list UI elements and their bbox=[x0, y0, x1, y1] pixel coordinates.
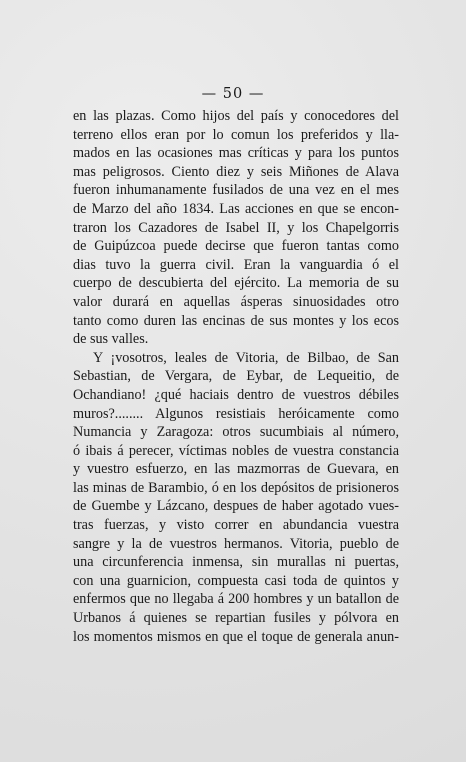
text-line: cuerpo de descubierta del ejército. La memoria de su bbox=[73, 275, 399, 292]
text-line: Y ¡vosotros, leales de Vitoria, de Bilbao, de San bbox=[93, 349, 399, 366]
text-line: enfermos que no llegaba á 200 hombres y un batallon de bbox=[73, 591, 399, 608]
paragraph-2 bbox=[73, 349, 399, 647]
text-line: Ochandiano! ¿qué haciais dentro de vuestros débiles bbox=[73, 386, 399, 403]
text-line: con una guarnicion, compuesta casi toda de quintos y bbox=[73, 572, 399, 589]
text-line: fueron inhumanamente fusilados de una vez en el mes bbox=[73, 182, 399, 199]
text-line: valor durará en aquellas ásperas sinuosidades otro bbox=[73, 293, 399, 310]
text-line: traron los Cazadores de Isabel II, y los Chapelgorris bbox=[73, 219, 399, 236]
text-line: tras fuerzas, y visto correr en abundancia vuestra bbox=[73, 517, 399, 534]
text-line: las minas de Barambio, ó en los depósitos de prisioneros bbox=[73, 479, 399, 496]
text-line: de Guipúzcoa puede decirse que fueron tantas como bbox=[73, 238, 399, 255]
paragraph-1 bbox=[73, 107, 399, 349]
body-text bbox=[73, 107, 399, 646]
text-line: mas peligrosos. Ciento diez y seis Miñones de Alava bbox=[73, 163, 399, 180]
text-line: ó ibais á perecer, víctimas nobles de vuestra constancia bbox=[73, 442, 399, 459]
text-line: dias tuvo la guerra civil. Eran la vanguardia ó el bbox=[73, 256, 399, 273]
text-line: mados en las ocasiones mas críticas y para los puntos bbox=[73, 145, 399, 162]
text-line: Sebastian, de Vergara, de Eybar, de Lequeitio, de bbox=[73, 368, 399, 385]
text-line: y vuestro esfuerzo, en las mazmorras de Guevara, en bbox=[73, 461, 399, 478]
text-line: tanto como duren las encinas de sus montes y los ecos bbox=[73, 312, 399, 329]
text-line: Urbanos á quienes se repartian fusiles y pólvora en bbox=[73, 610, 399, 627]
text-line: sangre y la de vuestros hermanos. Vitoria, pueblo de bbox=[73, 535, 399, 552]
text-line: terreno ellos eran por lo comun los preferidos y lla- bbox=[73, 126, 399, 143]
page-number: — 50 — bbox=[201, 86, 265, 102]
text-line: en las plazas. Como hijos del país y conocedores del bbox=[73, 108, 399, 124]
text-line: los momentos mismos en que el toque de generala anun- bbox=[73, 628, 399, 645]
text-line: Numancia y Zaragoza: otros sucumbiais al número, bbox=[73, 424, 399, 441]
text-line: de sus valles. bbox=[73, 331, 149, 348]
text-line: de Marzo del año 1834. Las acciones en que se encon- bbox=[73, 200, 399, 217]
text-line: muros?........ Algunos resistiais heróicamente como bbox=[73, 405, 399, 422]
text-line: de Guembe y Lázcano, despues de haber agotado vues- bbox=[73, 498, 399, 515]
text-line: una circunferencia inmensa, sin murallas ni puertas, bbox=[73, 554, 399, 571]
